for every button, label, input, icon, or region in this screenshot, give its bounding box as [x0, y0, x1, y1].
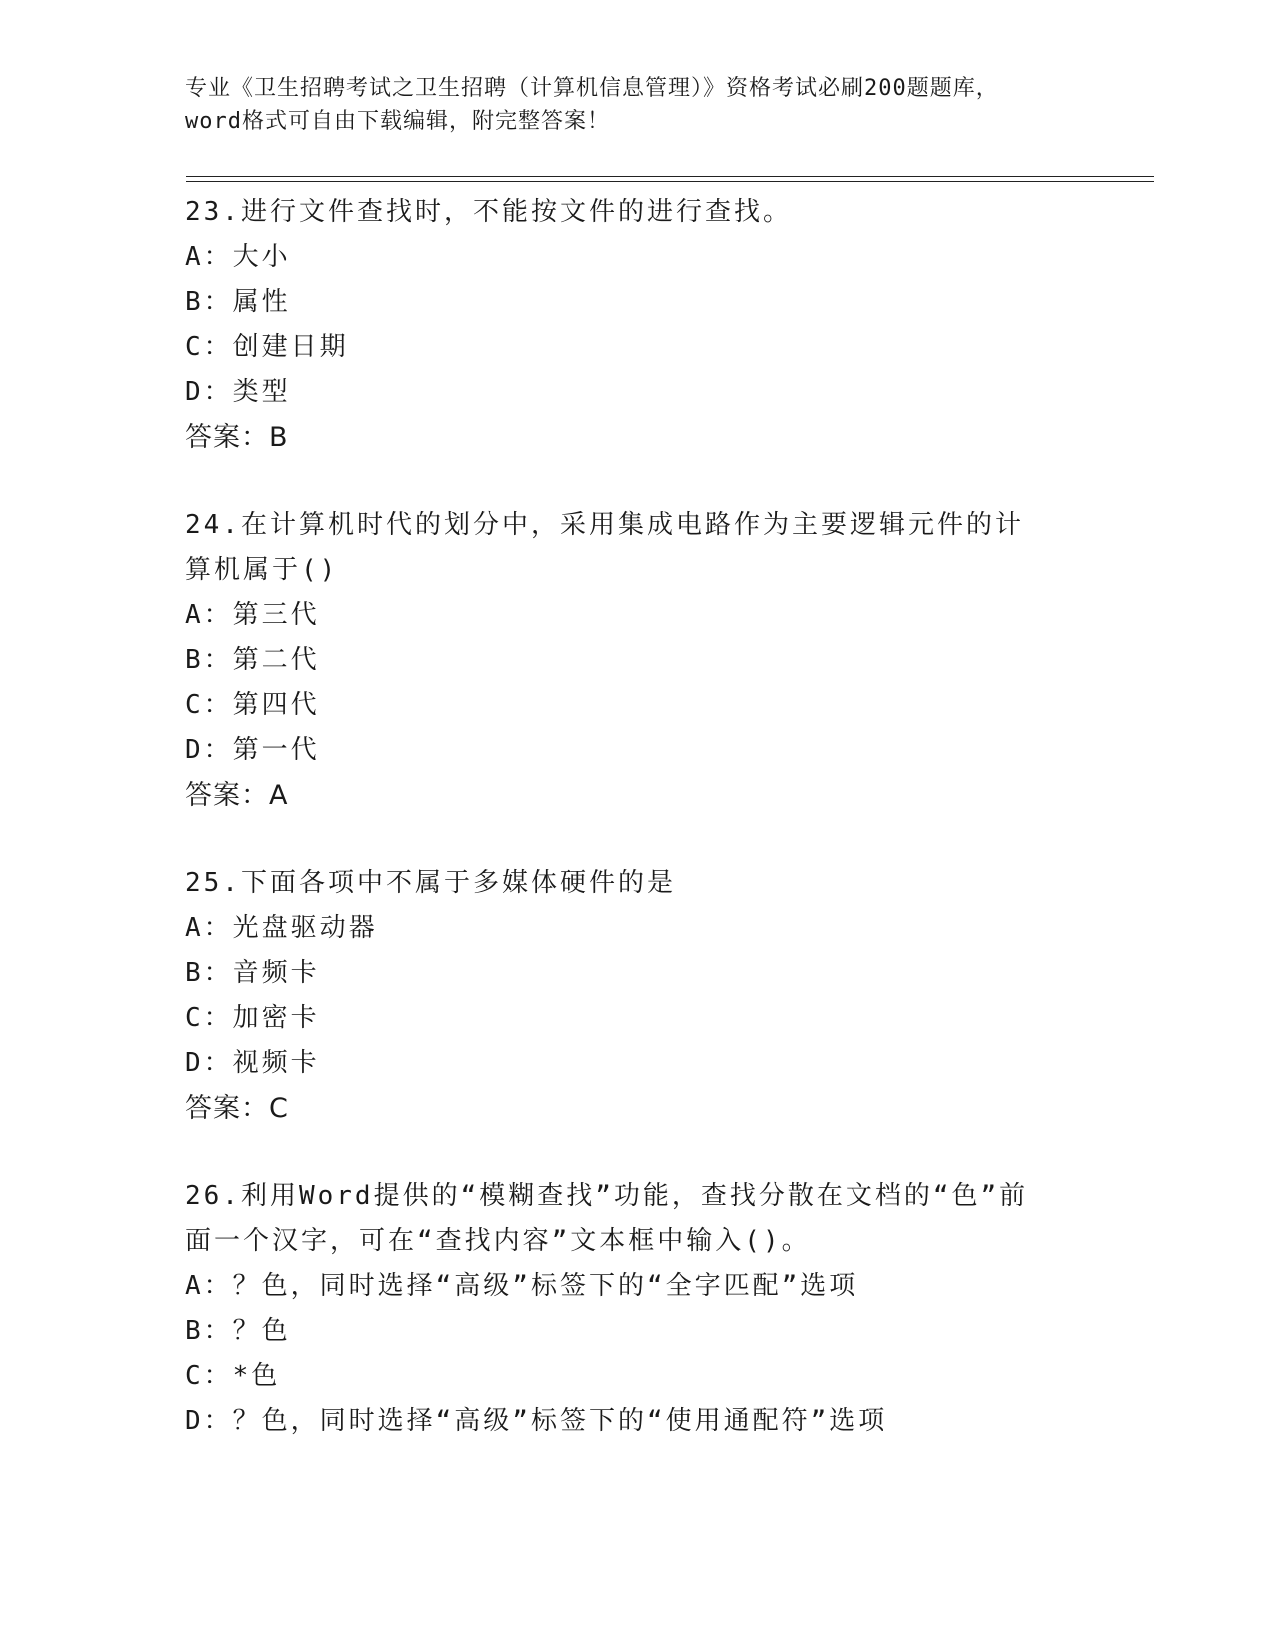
option-text: 音频卡 — [232, 958, 320, 988]
option-d — [185, 728, 1085, 773]
answer-label: 答案：C — [185, 1093, 289, 1124]
option-text: 类型 — [232, 377, 291, 407]
option-d — [185, 1041, 1085, 1086]
option-b — [185, 951, 1085, 996]
option-text: ？色，同时选择“高级”标签下的“全字匹配”选项 — [232, 1271, 859, 1301]
question-23 — [185, 190, 1085, 461]
option-letter: C： — [185, 690, 233, 720]
option-d — [185, 1399, 1085, 1444]
option-letter: C： — [185, 1003, 233, 1033]
option-c — [185, 325, 1085, 370]
header-divider-bottom — [186, 181, 1154, 182]
option-text: 创建日期 — [232, 332, 349, 362]
header-line-1: 专业《卫生招聘考试之卫生招聘（计算机信息管理）》资格考试必刷200题题库， — [185, 76, 999, 101]
option-letter: A： — [185, 1271, 233, 1301]
option-a — [185, 235, 1085, 280]
question-stem: 24.在计算机时代的划分中，采用集成电路作为主要逻辑元件的计算机属于() — [185, 510, 1024, 585]
question-stem: 26.利用Word提供的“模糊查找”功能，查找分散在文档的“色”前面一个汉字，可在“查找内容”文本框中输入()。 — [185, 1181, 1029, 1256]
option-text: 光盘驱动器 — [232, 913, 378, 943]
option-text: 视频卡 — [232, 1048, 320, 1078]
option-c — [185, 1354, 1085, 1399]
option-b — [185, 638, 1085, 683]
option-text: 属性 — [232, 287, 291, 317]
option-letter: A： — [185, 600, 233, 630]
option-letter: C： — [185, 1361, 233, 1391]
header-divider-top — [186, 176, 1154, 177]
option-letter: B： — [185, 1316, 233, 1346]
option-letter: B： — [185, 287, 233, 317]
option-text: *色 — [232, 1361, 281, 1391]
option-text: 第三代 — [232, 600, 320, 630]
answer-label: 答案：A — [185, 780, 289, 811]
option-text: ？色 — [232, 1316, 291, 1346]
option-d — [185, 370, 1085, 415]
question-24 — [185, 503, 1085, 819]
option-a — [185, 1264, 1085, 1309]
option-b — [185, 1309, 1085, 1354]
option-text: 第四代 — [232, 690, 320, 720]
option-text: 第二代 — [232, 645, 320, 675]
option-a — [185, 906, 1085, 951]
question-25 — [185, 861, 1085, 1132]
option-text: 第一代 — [232, 735, 320, 765]
header-line-2: word格式可自由下载编辑，附完整答案！ — [185, 109, 610, 134]
question-stem: 25.下面各项中不属于多媒体硬件的是 — [185, 868, 676, 898]
answer-label: 答案：B — [185, 422, 289, 453]
option-letter: C： — [185, 332, 233, 362]
option-c — [185, 996, 1085, 1041]
option-letter: B： — [185, 958, 233, 988]
option-text: 大小 — [232, 242, 291, 272]
option-b — [185, 280, 1085, 325]
option-text: ？色，同时选择“高级”标签下的“使用通配符”选项 — [232, 1406, 888, 1436]
option-letter: B： — [185, 645, 233, 675]
document-header — [185, 72, 1065, 138]
option-letter: D： — [185, 1048, 233, 1078]
option-letter: D： — [185, 1406, 233, 1436]
option-letter: A： — [185, 242, 233, 272]
option-a — [185, 593, 1085, 638]
question-26 — [185, 1174, 1085, 1444]
option-letter: D： — [185, 377, 233, 407]
option-letter: A： — [185, 913, 233, 943]
option-letter: D： — [185, 735, 233, 765]
option-text: 加密卡 — [232, 1003, 320, 1033]
question-stem: 23.进行文件查找时，不能按文件的进行查找。 — [185, 197, 792, 227]
option-c — [185, 683, 1085, 728]
question-list — [185, 190, 1085, 1444]
